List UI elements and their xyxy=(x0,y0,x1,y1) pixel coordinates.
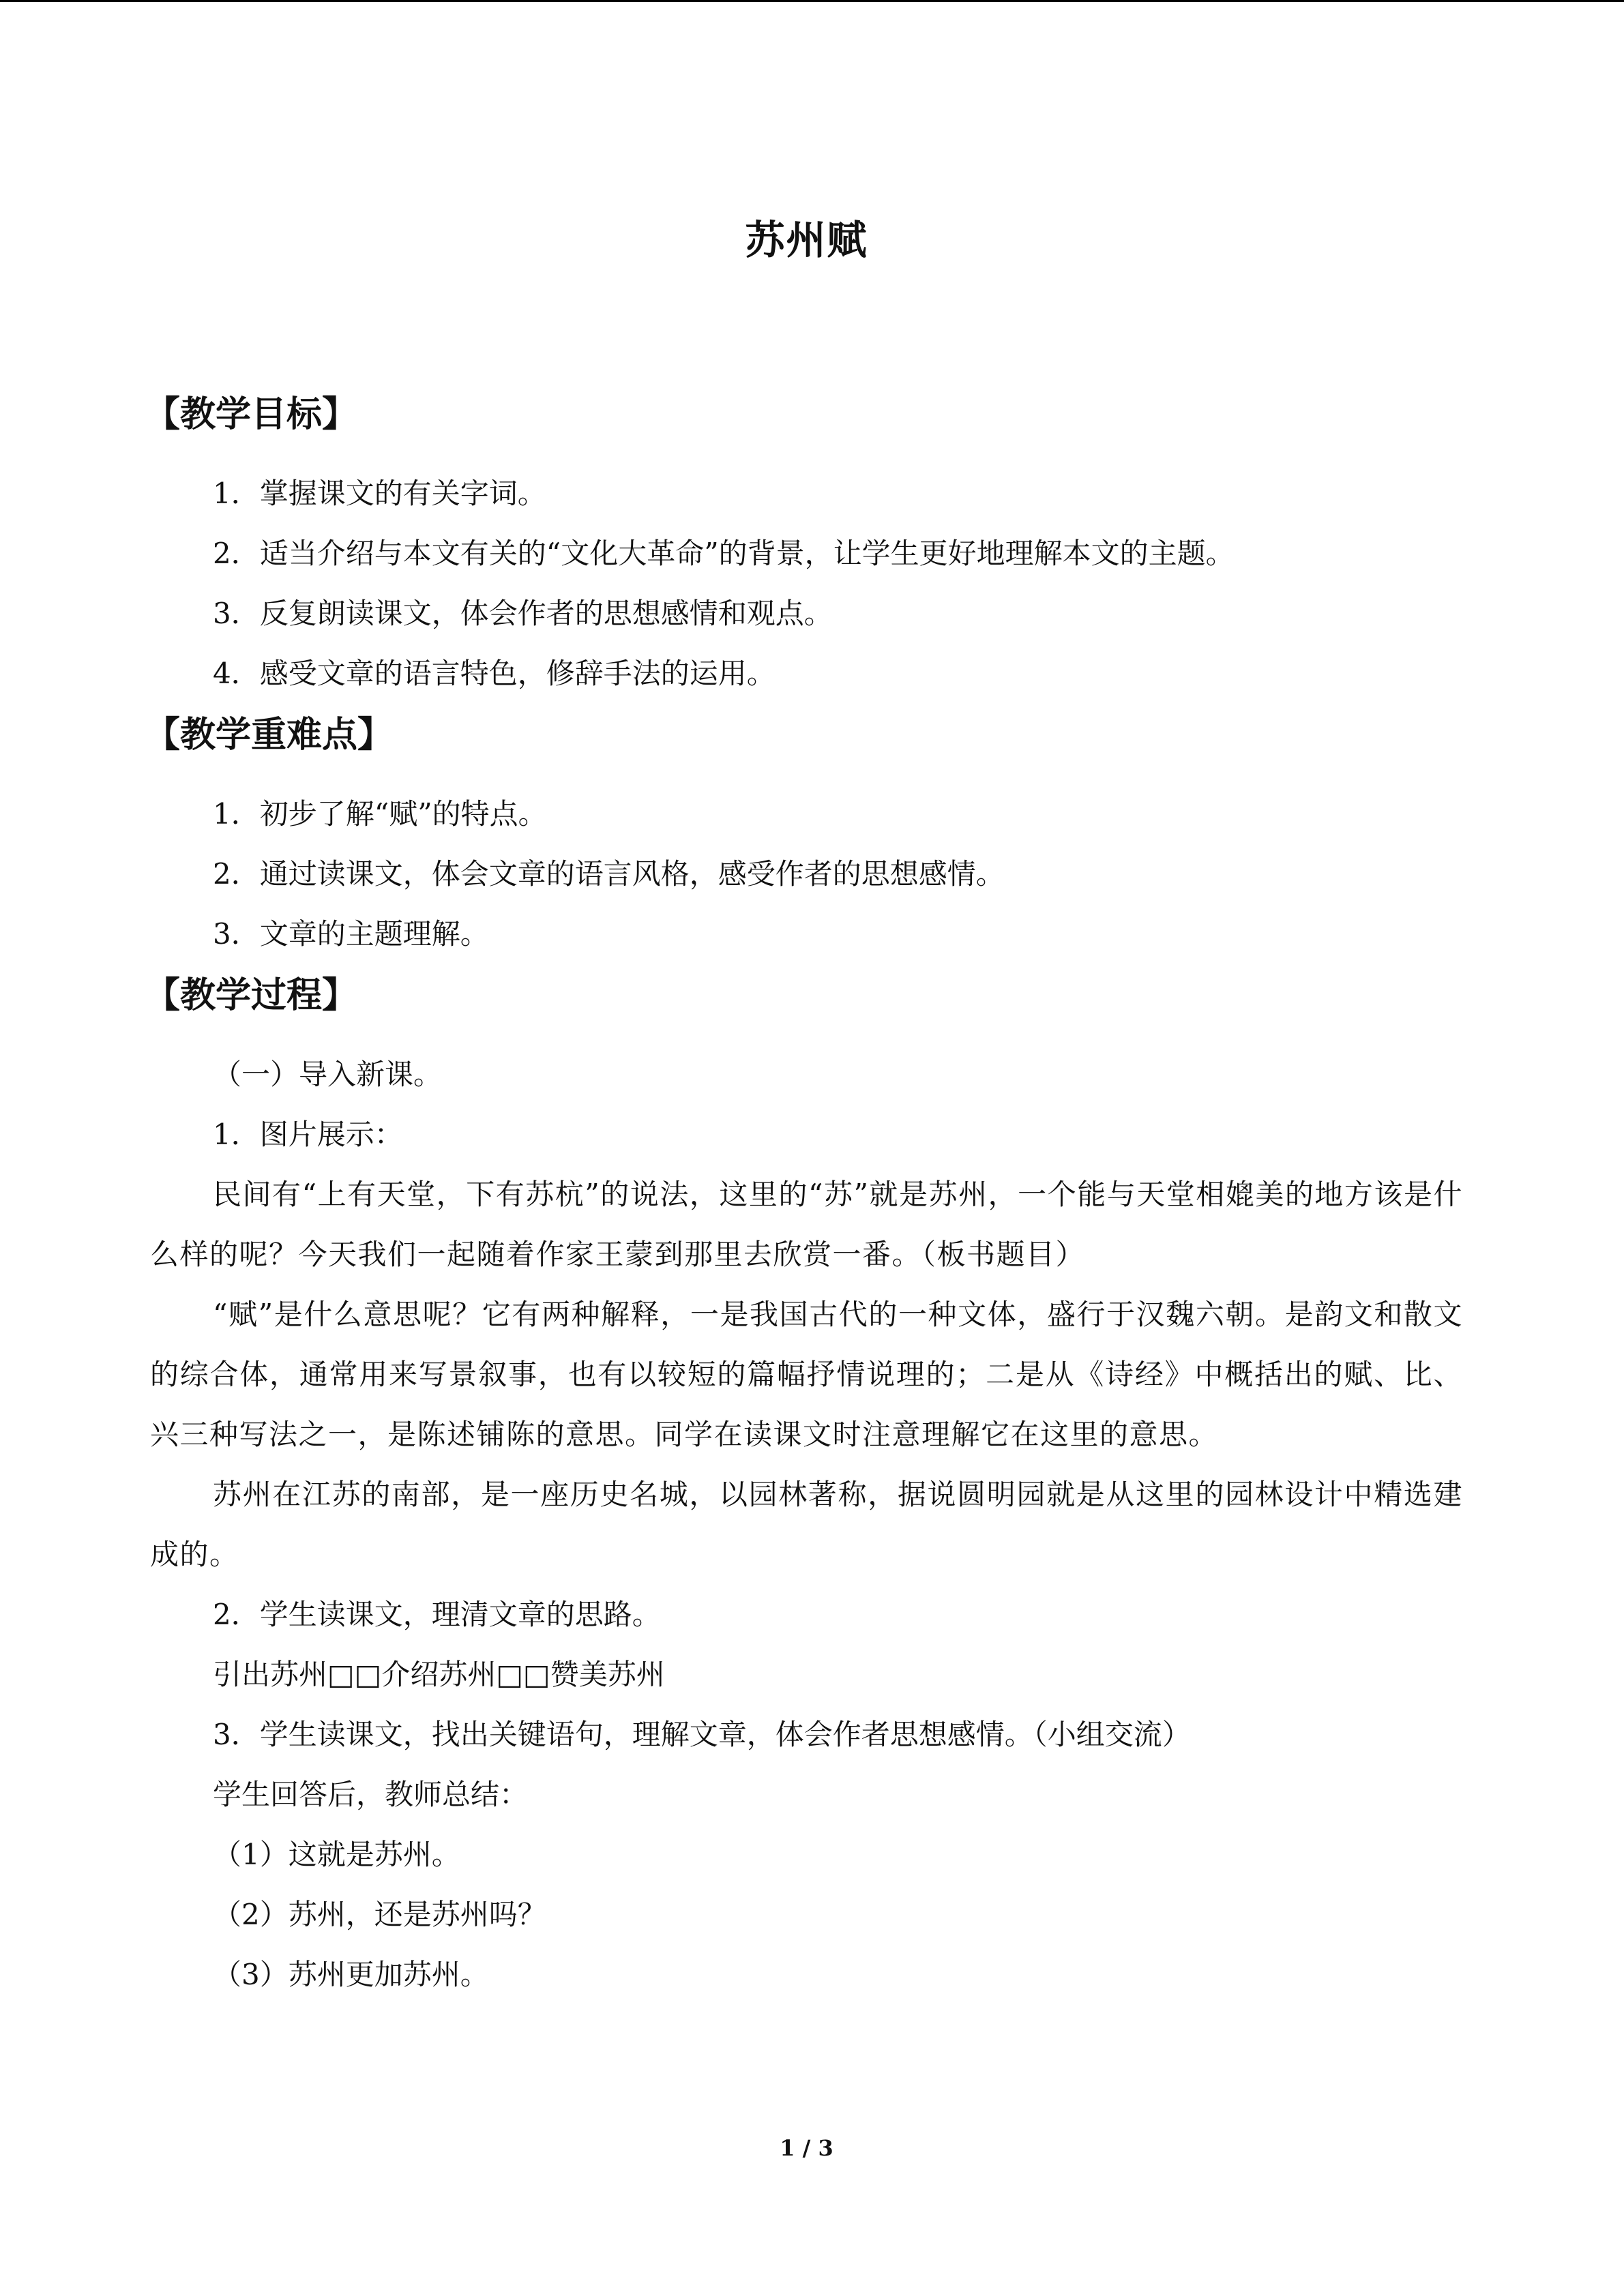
summary-item: （1）这就是苏州。 xyxy=(213,1838,460,1871)
goal-item: 2．适当介绍与本文有关的“文化大革命”的背景，让学生更好地理解本文的主题。 xyxy=(213,537,1235,570)
process-step-1: 1．图片展示： xyxy=(213,1118,403,1151)
goal-item: 4．感受文章的语言特色，修辞手法的运用。 xyxy=(213,657,776,690)
document-page xyxy=(145,0,1463,2296)
goal-item: 1．掌握课文的有关字词。 xyxy=(213,477,546,510)
summary-intro: 学生回答后，教师总结： xyxy=(213,1778,529,1811)
key-point-item: 2．通过读课文，体会文章的语言风格，感受作者的思想感情。 xyxy=(213,857,1005,891)
process-paragraph: 民间有“上有天堂，下有苏杭”的说法，这里的“苏”就是苏州，一个能与天堂相媲美的地方该是什么样的呢？今天我们一起随着作家王蒙到那里去欣赏一番。（板书题目） xyxy=(150,1178,1463,1271)
process-step-3: 3．学生读课文，找出关键语句，理解文章，体会作者思想感情。（小组交流） xyxy=(213,1718,1191,1751)
section-heading-process: 【教学过程】 xyxy=(145,975,358,1016)
summary-item: （2）苏州，还是苏州吗？ xyxy=(213,1898,546,1931)
process-outline: 引出苏州□□介绍苏州□□赞美苏州 xyxy=(213,1658,665,1691)
section-heading-goals: 【教学目标】 xyxy=(145,394,358,435)
process-step-2: 2．学生读课文，理清文章的思路。 xyxy=(213,1598,661,1631)
process-step-intro: （一）导入新课。 xyxy=(213,1058,443,1091)
section-heading-key-points: 【教学重难点】 xyxy=(145,715,394,756)
goal-item: 3．反复朗读课文，体会作者的思想感情和观点。 xyxy=(213,597,833,630)
summary-item: （3）苏州更加苏州。 xyxy=(213,1958,489,1991)
process-paragraph: 苏州在江苏的南部，是一座历史名城，以园林著称，据说圆明园就是从这里的园林设计中精选建成的。 xyxy=(150,1478,1463,1571)
key-point-item: 1．初步了解“赋”的特点。 xyxy=(213,797,547,831)
process-paragraph: “赋”是什么意思呢？它有两种解释，一是我国古代的一种文体，盛行于汉魏六朝。是韵文和散文的综合体，通常用来写景叙事，也有以较短的篇幅抒情说理的；二是从《诗经》中概括出的赋、比、兴三种写法之一，是陈述铺陈的意思。同学在读课文时注意理解它在这里的意思。 xyxy=(150,1298,1463,1451)
document-body xyxy=(145,383,1463,2005)
key-point-item: 3．文章的主题理解。 xyxy=(213,917,489,951)
document-title: 苏州赋 xyxy=(745,217,868,263)
page-number: 1 / 3 xyxy=(780,2135,833,2161)
